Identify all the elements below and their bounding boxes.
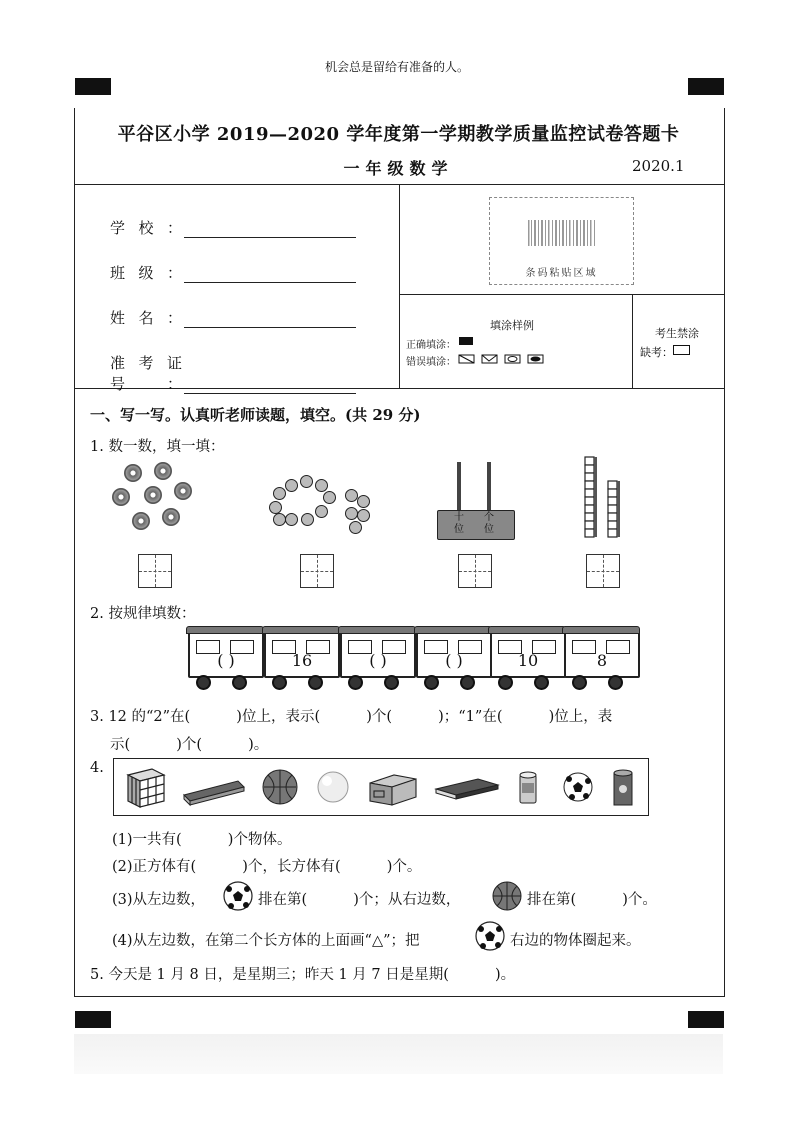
field-label: 班级： [110,264,182,282]
question-4-2: (2)正方体有( )个，长方体有( )个。 [112,859,422,875]
correct-fill-label: 正确填涂： [406,340,456,351]
flower-icon [174,482,192,500]
book-icon [436,779,498,799]
exam-title: 平谷区小学 2019—2020 学年度第一学期教学质量监控试卷答题卡 [117,124,680,145]
exam-date: 2020.1 [632,157,685,175]
train-car [340,632,416,678]
abacus-picture [437,460,515,542]
wheel-icon [534,675,549,690]
soccer-ball-icon [222,880,254,912]
wheel-icon [498,675,513,690]
field-label: 姓名： [110,309,182,327]
eraser-icon [184,781,244,805]
basketball-icon [263,770,297,804]
field-label: 学校： [110,219,182,237]
barcode-area[interactable] [489,197,634,285]
name-input-line[interactable] [184,312,356,328]
ones-label: 个位 [484,512,494,535]
flower-icon [124,464,142,482]
wheel-icon [196,675,211,690]
objects-row [113,758,649,816]
field-label: 准考证号： [110,354,182,393]
flowers-picture [110,460,202,540]
train-car-value: 8 [596,651,608,670]
answer-box[interactable] [138,554,172,588]
wheel-icon [232,675,247,690]
unit-cubes-icon [582,455,632,540]
bead-icon [349,521,362,534]
question-4-3a: (3)从左边数， [112,892,206,908]
section-heading: 一、写一写。认真听老师读题，填空。(共 29 分) [90,406,421,424]
bead-icon [315,479,328,492]
wheel-icon [460,675,475,690]
question-4-1: (1)一共有( )个物体。 [112,832,292,848]
box-icon [370,775,416,805]
abacus-rod [487,462,491,512]
alignment-mark [75,78,111,95]
wheel-icon [608,675,623,690]
train-car [264,632,340,678]
tin-icon [614,770,632,805]
question-4-3c: 排在第( )个。 [527,892,657,908]
class-field[interactable] [110,262,356,283]
bead-icon [285,479,298,492]
answer-box[interactable] [458,554,492,588]
flower-icon [132,512,150,530]
question-3-line2: 示( )个( )。 [110,737,269,753]
objects-picture [114,759,648,815]
bead-icon [323,491,336,504]
alignment-mark [688,1011,724,1028]
train-car-value: 16 [291,651,313,670]
page-bottom-band [74,1034,723,1074]
flower-icon [154,462,172,480]
beads-picture [265,475,375,535]
alignment-mark [688,78,724,95]
tens-label: 十位 [454,512,464,535]
wrong-fill-samples [458,353,548,365]
wheel-icon [308,675,323,690]
school-field[interactable] [110,217,356,238]
exam-id-field[interactable] [110,352,356,394]
wheel-icon [572,675,587,690]
question-3-line1: 3. 12 的“2”在( )位上，表示( )个( )；“1”在( )位上，表 [90,709,613,725]
wheel-icon [424,675,439,690]
barcode-icon [490,198,633,258]
wheel-icon [272,675,287,690]
barcode-label: 条码粘贴区域 [525,268,598,279]
absent-checkbox[interactable] [673,345,690,355]
question-2: 2. 按规律填数： [90,606,196,622]
exam-notice-title: 考生禁涂 [655,327,699,340]
bead-icon [273,513,286,526]
wrong-fill-label: 错误填涂： [406,357,456,368]
correct-fill-sample [459,337,473,345]
bead-icon [300,475,313,488]
train-car [416,632,492,678]
divider [632,294,633,388]
soccer-ball-icon [564,773,592,801]
question-4-3b: 排在第( )个；从右边数， [258,892,461,908]
train-car-value[interactable]: ( ) [369,651,387,670]
train-car-value: 10 [517,651,539,670]
absent-label: 缺考： [640,346,673,359]
cube-icon [128,769,164,807]
question-1: 1. 数一数，填一填： [90,439,225,455]
answer-box[interactable] [300,554,334,588]
bead-icon [357,509,370,522]
bead-icon [273,487,286,500]
train-car-value[interactable]: ( ) [445,651,463,670]
flower-icon [144,486,162,504]
alignment-mark [75,1011,111,1028]
exam-subtitle: 一年级数学 [343,159,454,178]
name-field[interactable] [110,307,356,328]
question-4-4a: (4)从左边数，在第二个长方体的上面画“△”；把 [112,933,420,949]
flower-icon [112,488,130,506]
cubes-picture [582,455,632,540]
divider [399,184,400,388]
answer-box[interactable] [586,554,620,588]
bead-icon [357,495,370,508]
question-4-4b: 右边的物体圈起来。 [510,933,641,949]
divider [399,294,724,295]
soccer-ball-icon [474,920,506,952]
question-5: 5. 今天是 1 月 8 日，是星期三；昨天 1 月 7 日是星期( )。 [90,967,516,983]
train-car [564,632,640,678]
class-input-line[interactable] [184,267,356,283]
bead-icon [301,513,314,526]
bead-icon [315,505,328,518]
exam-id-input-line[interactable] [184,378,356,394]
abacus-rod [457,462,461,512]
wheel-icon [384,675,399,690]
basketball-icon [491,880,523,912]
can-icon [520,772,536,803]
bead-icon [345,507,358,520]
bead-icon [285,513,298,526]
train-car [490,632,566,678]
school-input-line[interactable] [184,222,356,238]
fill-example-title: 填涂样例 [490,319,534,332]
train-picture [188,632,638,692]
flower-icon [162,508,180,526]
ball-icon [318,772,348,802]
page-motto: 机会总是留给有准备的人。 [324,60,469,74]
abacus-base [437,510,515,540]
question-4-number: 4. [90,760,104,776]
train-car [188,632,264,678]
wheel-icon [348,675,363,690]
train-car-value[interactable]: ( ) [217,651,235,670]
